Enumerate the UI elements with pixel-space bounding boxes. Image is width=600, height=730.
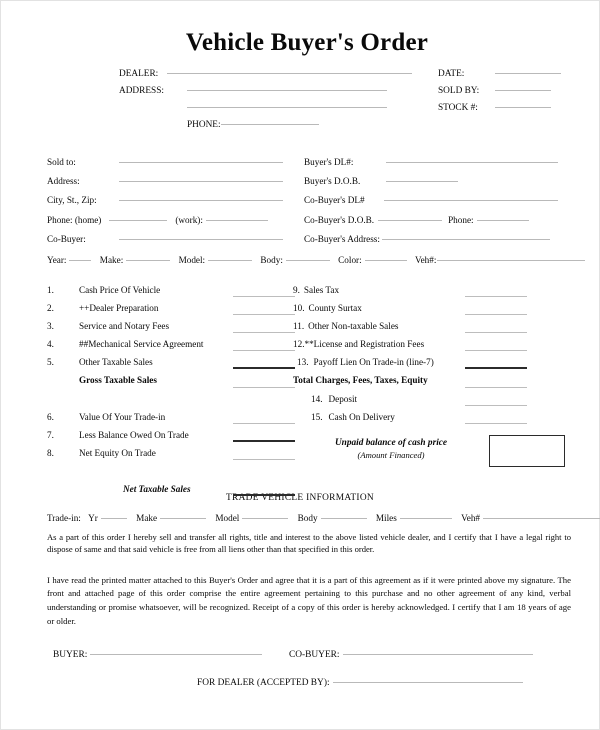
charge-row-9-number: 9. xyxy=(293,285,300,295)
vehicle-description-line xyxy=(1,255,599,275)
field-buyer-dl[interactable] xyxy=(304,157,589,176)
field-cobuyer-phone-label: Phone: xyxy=(448,214,474,225)
field-date-label: DATE: xyxy=(438,69,465,79)
charge-row-12-number: 12.** xyxy=(293,339,314,350)
charge-row-12[interactable] xyxy=(293,339,593,357)
charges-items-block xyxy=(1,285,599,495)
charge-row-15-label: Cash On Delivery xyxy=(328,411,395,422)
field-cobuyer-address[interactable] xyxy=(304,234,589,253)
charges-left-column xyxy=(47,285,295,502)
vehicle-vin-line[interactable] xyxy=(437,260,585,261)
field-address-line-2[interactable] xyxy=(187,107,387,108)
cobuyer-signature-group xyxy=(289,650,533,660)
charge-row-11-label: Other Non-taxable Sales xyxy=(308,321,399,332)
trade-legal-text: As a part of this order I hereby sell and transfer all rights, title and interest to the above listed vehicle dealer, and I certify that I have a legal right to dispose of same and that said vehicle is free from all liens other than that specified in this order. xyxy=(47,532,571,555)
trade-year-line[interactable] xyxy=(101,518,127,519)
field-cobuyer-phone-line[interactable] xyxy=(477,220,529,221)
charge-row-6-number: 6. xyxy=(47,411,54,422)
field-cobuyer-address-label: Co-Buyer's Address: xyxy=(304,233,380,244)
buyer-left-column xyxy=(47,157,297,253)
charge-row-1-amount[interactable] xyxy=(233,296,295,297)
vehicle-year-line[interactable] xyxy=(69,260,91,261)
vehicle-color-line[interactable] xyxy=(365,260,407,261)
field-date[interactable] xyxy=(438,69,578,86)
charge-row-9[interactable] xyxy=(293,285,593,303)
vehicle-color-label: Color: xyxy=(338,255,362,265)
charge-row-7-number: 7. xyxy=(47,429,54,440)
field-city-state-zip-label: City, St., Zip: xyxy=(47,195,97,206)
charge-row-7-amount[interactable] xyxy=(233,440,295,442)
vehicle-make-line[interactable] xyxy=(126,260,170,261)
net-taxable-sales-label: Net Taxable Sales xyxy=(123,484,191,495)
unpaid-balance-caption xyxy=(301,437,481,461)
vehicle-year-label: Year: xyxy=(47,255,67,265)
charge-row-5-label: Other Taxable Sales xyxy=(79,357,153,368)
charge-row-6-label: Value Of Your Trade-in xyxy=(79,411,166,422)
charge-row-1-label: Cash Price Of Vehicle xyxy=(79,285,161,295)
field-city-state-zip[interactable] xyxy=(47,195,297,214)
trade-vehicle-line xyxy=(1,513,599,523)
gross-taxable-sales-label: Gross Taxable Sales xyxy=(79,375,157,386)
dealer-acceptance-row xyxy=(1,678,599,688)
field-stock-number-label: STOCK #: xyxy=(438,103,478,113)
charge-row-14-number: 14. xyxy=(311,393,323,404)
cobuyer-signature-label: CO-BUYER: xyxy=(289,650,340,661)
field-address[interactable] xyxy=(119,86,419,103)
charge-row-3-amount[interactable] xyxy=(233,332,295,333)
agreement-text: I have read the printed matter attached to this Buyer's Order and agree that it is a part of this agreement as if it were printed above my signature. The front and attached page of this order comprise the entire agreement pertaining to this purchase and no other agreement of any kind, verbal understanding or promise whatsoever, will be recognized. Receipt of a copy of this order is hereby acknowledged. I certify that I am 18 years of age or older. xyxy=(47,574,571,626)
charge-row-1[interactable] xyxy=(47,285,295,303)
trade-model-line[interactable] xyxy=(242,518,288,519)
charge-row-3-number: 3. xyxy=(47,321,54,332)
field-address-label: ADDRESS: xyxy=(119,86,164,96)
trade-make-line[interactable] xyxy=(160,518,206,519)
charge-row-13-number: 13. xyxy=(297,357,309,368)
dealer-acceptance-line[interactable] xyxy=(333,682,523,683)
charge-row-10-label: County Surtax xyxy=(308,303,362,314)
charge-row-9-label: Sales Tax xyxy=(303,285,340,295)
trade-model-label: Model xyxy=(215,513,240,523)
field-phone[interactable] xyxy=(119,120,419,137)
field-buyer-dl-label: Buyer's DL#: xyxy=(304,157,354,167)
charge-row-8[interactable] xyxy=(47,448,295,466)
charge-row-15-amount[interactable] xyxy=(465,423,527,424)
field-phone-work-line[interactable] xyxy=(206,220,268,221)
charge-row-4[interactable] xyxy=(47,339,295,357)
field-dealer-label: DEALER: xyxy=(119,69,159,79)
charge-row-2-number: 2. xyxy=(47,303,54,314)
field-cobuyer-dl-label: Co-Buyer's DL# xyxy=(304,195,365,206)
total-charges-amount[interactable] xyxy=(465,387,527,388)
field-buyer-address-label: Address: xyxy=(47,176,80,187)
charge-row-10-amount[interactable] xyxy=(465,314,527,315)
charge-row-2-label: ++Dealer Preparation xyxy=(79,303,159,314)
charge-row-5-amount[interactable] xyxy=(233,367,295,369)
signature-row xyxy=(1,650,599,670)
field-stock-number-line[interactable] xyxy=(495,107,551,108)
charge-row-6-amount[interactable] xyxy=(233,423,295,424)
charge-row-14-label: Deposit xyxy=(328,393,358,404)
field-sold-to[interactable] xyxy=(47,157,297,176)
charge-row-13-amount[interactable] xyxy=(465,367,527,369)
field-address-2[interactable] xyxy=(119,103,419,120)
charges-left-spacer-1 xyxy=(47,394,295,412)
field-cobuyer-name-line[interactable] xyxy=(119,239,283,240)
trade-vehicle-heading: TRADE VEHICLE INFORMATION xyxy=(226,493,374,503)
charge-row-4-label: ##Mechanical Service Agreement xyxy=(79,339,204,350)
vehicle-make-label: Make: xyxy=(99,255,124,265)
charge-row-11-number: 11. xyxy=(293,321,305,332)
charge-row-11[interactable] xyxy=(293,321,593,339)
buyer-signature-label: BUYER: xyxy=(53,650,88,661)
charge-row-4-number: 4. xyxy=(47,339,54,350)
charge-row-9-amount[interactable] xyxy=(465,296,527,297)
field-cobuyer-dl-line[interactable] xyxy=(384,200,558,201)
field-address-line-1[interactable] xyxy=(187,90,387,91)
vehicle-body-label: Body: xyxy=(260,255,283,265)
buyer-right-column xyxy=(304,157,589,253)
field-buyer-dob-line[interactable] xyxy=(386,181,458,182)
trade-miles-label: Miles xyxy=(375,513,397,523)
field-cobuyer-dl[interactable] xyxy=(304,195,589,214)
trade-body-line[interactable] xyxy=(321,518,367,519)
field-sold-by-line[interactable] xyxy=(495,90,551,91)
field-dealer-line[interactable] xyxy=(167,73,412,74)
charge-row-13[interactable] xyxy=(293,357,593,375)
field-sold-to-label: Sold to: xyxy=(47,157,76,167)
field-cobuyer-dob-label: Co-Buyer's D.O.B. xyxy=(304,214,375,225)
net-taxable-sales-row[interactable] xyxy=(47,484,295,502)
charge-row-14-amount[interactable] xyxy=(465,405,527,406)
charge-row-2-amount[interactable] xyxy=(233,314,295,315)
parties-block xyxy=(1,157,599,253)
trade-vin-line[interactable] xyxy=(483,518,600,519)
dealer-header-left xyxy=(119,69,419,137)
field-buyer-dob[interactable] xyxy=(304,176,589,195)
field-cobuyer-name-label: Co-Buyer: xyxy=(47,233,86,244)
charges-right-column xyxy=(293,285,593,430)
charge-row-10[interactable] xyxy=(293,303,593,321)
field-buyer-address[interactable] xyxy=(47,176,297,195)
charge-row-1-number: 1. xyxy=(47,285,54,295)
charge-row-15-number: 15. xyxy=(311,411,323,422)
charge-row-3-label: Service and Notary Fees xyxy=(79,321,170,332)
charge-row-15[interactable] xyxy=(293,412,593,430)
charge-row-8-number: 8. xyxy=(47,447,54,458)
field-phone-home-work[interactable] xyxy=(47,215,297,234)
field-buyer-dob-label: Buyer's D.O.B. xyxy=(304,176,361,187)
trade-prefix-label: Trade-in: xyxy=(47,513,81,523)
trade-miles-line[interactable] xyxy=(400,518,452,519)
field-city-state-zip-line[interactable] xyxy=(119,200,283,201)
field-phone-work-label: (work): xyxy=(175,214,203,225)
charge-row-4-amount[interactable] xyxy=(233,350,295,351)
total-charges-row[interactable] xyxy=(293,375,593,393)
field-phone-home-line[interactable] xyxy=(109,220,167,221)
charge-row-3[interactable] xyxy=(47,321,295,339)
trade-make-label: Make xyxy=(136,513,158,523)
charge-row-5[interactable] xyxy=(47,357,295,375)
charge-row-12-amount[interactable] xyxy=(465,350,527,351)
charge-row-5-number: 5. xyxy=(47,357,54,368)
page-inner xyxy=(1,1,599,729)
trade-body-label: Body xyxy=(297,513,318,523)
field-date-line[interactable] xyxy=(495,73,561,74)
vehicle-model-label: Model: xyxy=(178,255,206,265)
field-buyer-address-line[interactable] xyxy=(119,181,283,182)
unpaid-balance-input-box[interactable] xyxy=(489,435,565,467)
field-cobuyer-dob-line[interactable] xyxy=(378,220,442,221)
cobuyer-signature-line[interactable] xyxy=(343,654,533,655)
charge-row-2[interactable] xyxy=(47,303,295,321)
charge-row-7-label: Less Balance Owed On Trade xyxy=(79,429,189,440)
charge-row-10-number: 10. xyxy=(293,303,305,314)
dealer-header-right xyxy=(438,69,578,120)
field-sold-by-label: SOLD BY: xyxy=(438,86,480,96)
field-phone-line[interactable] xyxy=(221,124,319,125)
field-cobuyer-address-line[interactable] xyxy=(382,239,550,240)
dealer-acceptance-label: FOR DEALER (ACCEPTED BY): xyxy=(197,678,330,689)
charge-row-11-amount[interactable] xyxy=(465,332,527,333)
vehicle-body-line[interactable] xyxy=(286,260,330,261)
field-stock-number[interactable] xyxy=(438,103,578,120)
charge-row-8-amount[interactable] xyxy=(233,459,295,460)
charge-row-7[interactable] xyxy=(47,430,295,448)
charge-row-6[interactable] xyxy=(47,412,295,430)
charge-row-12-label: License and Registration Fees xyxy=(313,339,425,350)
total-charges-label: Total Charges, Fees, Taxes, Equity xyxy=(293,375,428,386)
page-title: Vehicle Buyer's Order xyxy=(185,29,429,56)
field-cobuyer-dob[interactable] xyxy=(304,215,589,234)
field-buyer-dl-line[interactable] xyxy=(386,162,558,163)
buyer-signature-line[interactable] xyxy=(90,654,262,655)
trade-vin-label: Veh# xyxy=(461,513,481,523)
field-sold-to-line[interactable] xyxy=(119,162,283,163)
field-phone-home-label: Phone: (home) xyxy=(47,214,102,225)
field-dealer[interactable] xyxy=(119,69,419,86)
vehicle-model-line[interactable] xyxy=(208,260,252,261)
field-phone-label: PHONE: xyxy=(187,120,221,130)
field-cobuyer-name[interactable] xyxy=(47,234,297,253)
net-taxable-sales-amount[interactable] xyxy=(233,494,295,496)
unpaid-balance-subtitle: (Amount Financed) xyxy=(357,450,425,460)
charges-left-spacer-2 xyxy=(47,466,295,484)
charge-row-14[interactable] xyxy=(293,394,593,412)
gross-taxable-sales-amount[interactable] xyxy=(233,387,295,388)
unpaid-balance-title: Unpaid balance of cash price xyxy=(334,438,448,448)
trade-year-label: Yr xyxy=(88,513,98,523)
charge-row-8-label: Net Equity On Trade xyxy=(79,447,156,458)
charge-row-13-label: Payoff Lien On Trade-in (line-7) xyxy=(313,357,434,368)
gross-taxable-sales-row[interactable] xyxy=(47,375,295,393)
field-sold-by[interactable] xyxy=(438,86,578,103)
vehicle-vin-label: Veh#: xyxy=(414,255,437,265)
dealer-header-block xyxy=(1,69,599,141)
